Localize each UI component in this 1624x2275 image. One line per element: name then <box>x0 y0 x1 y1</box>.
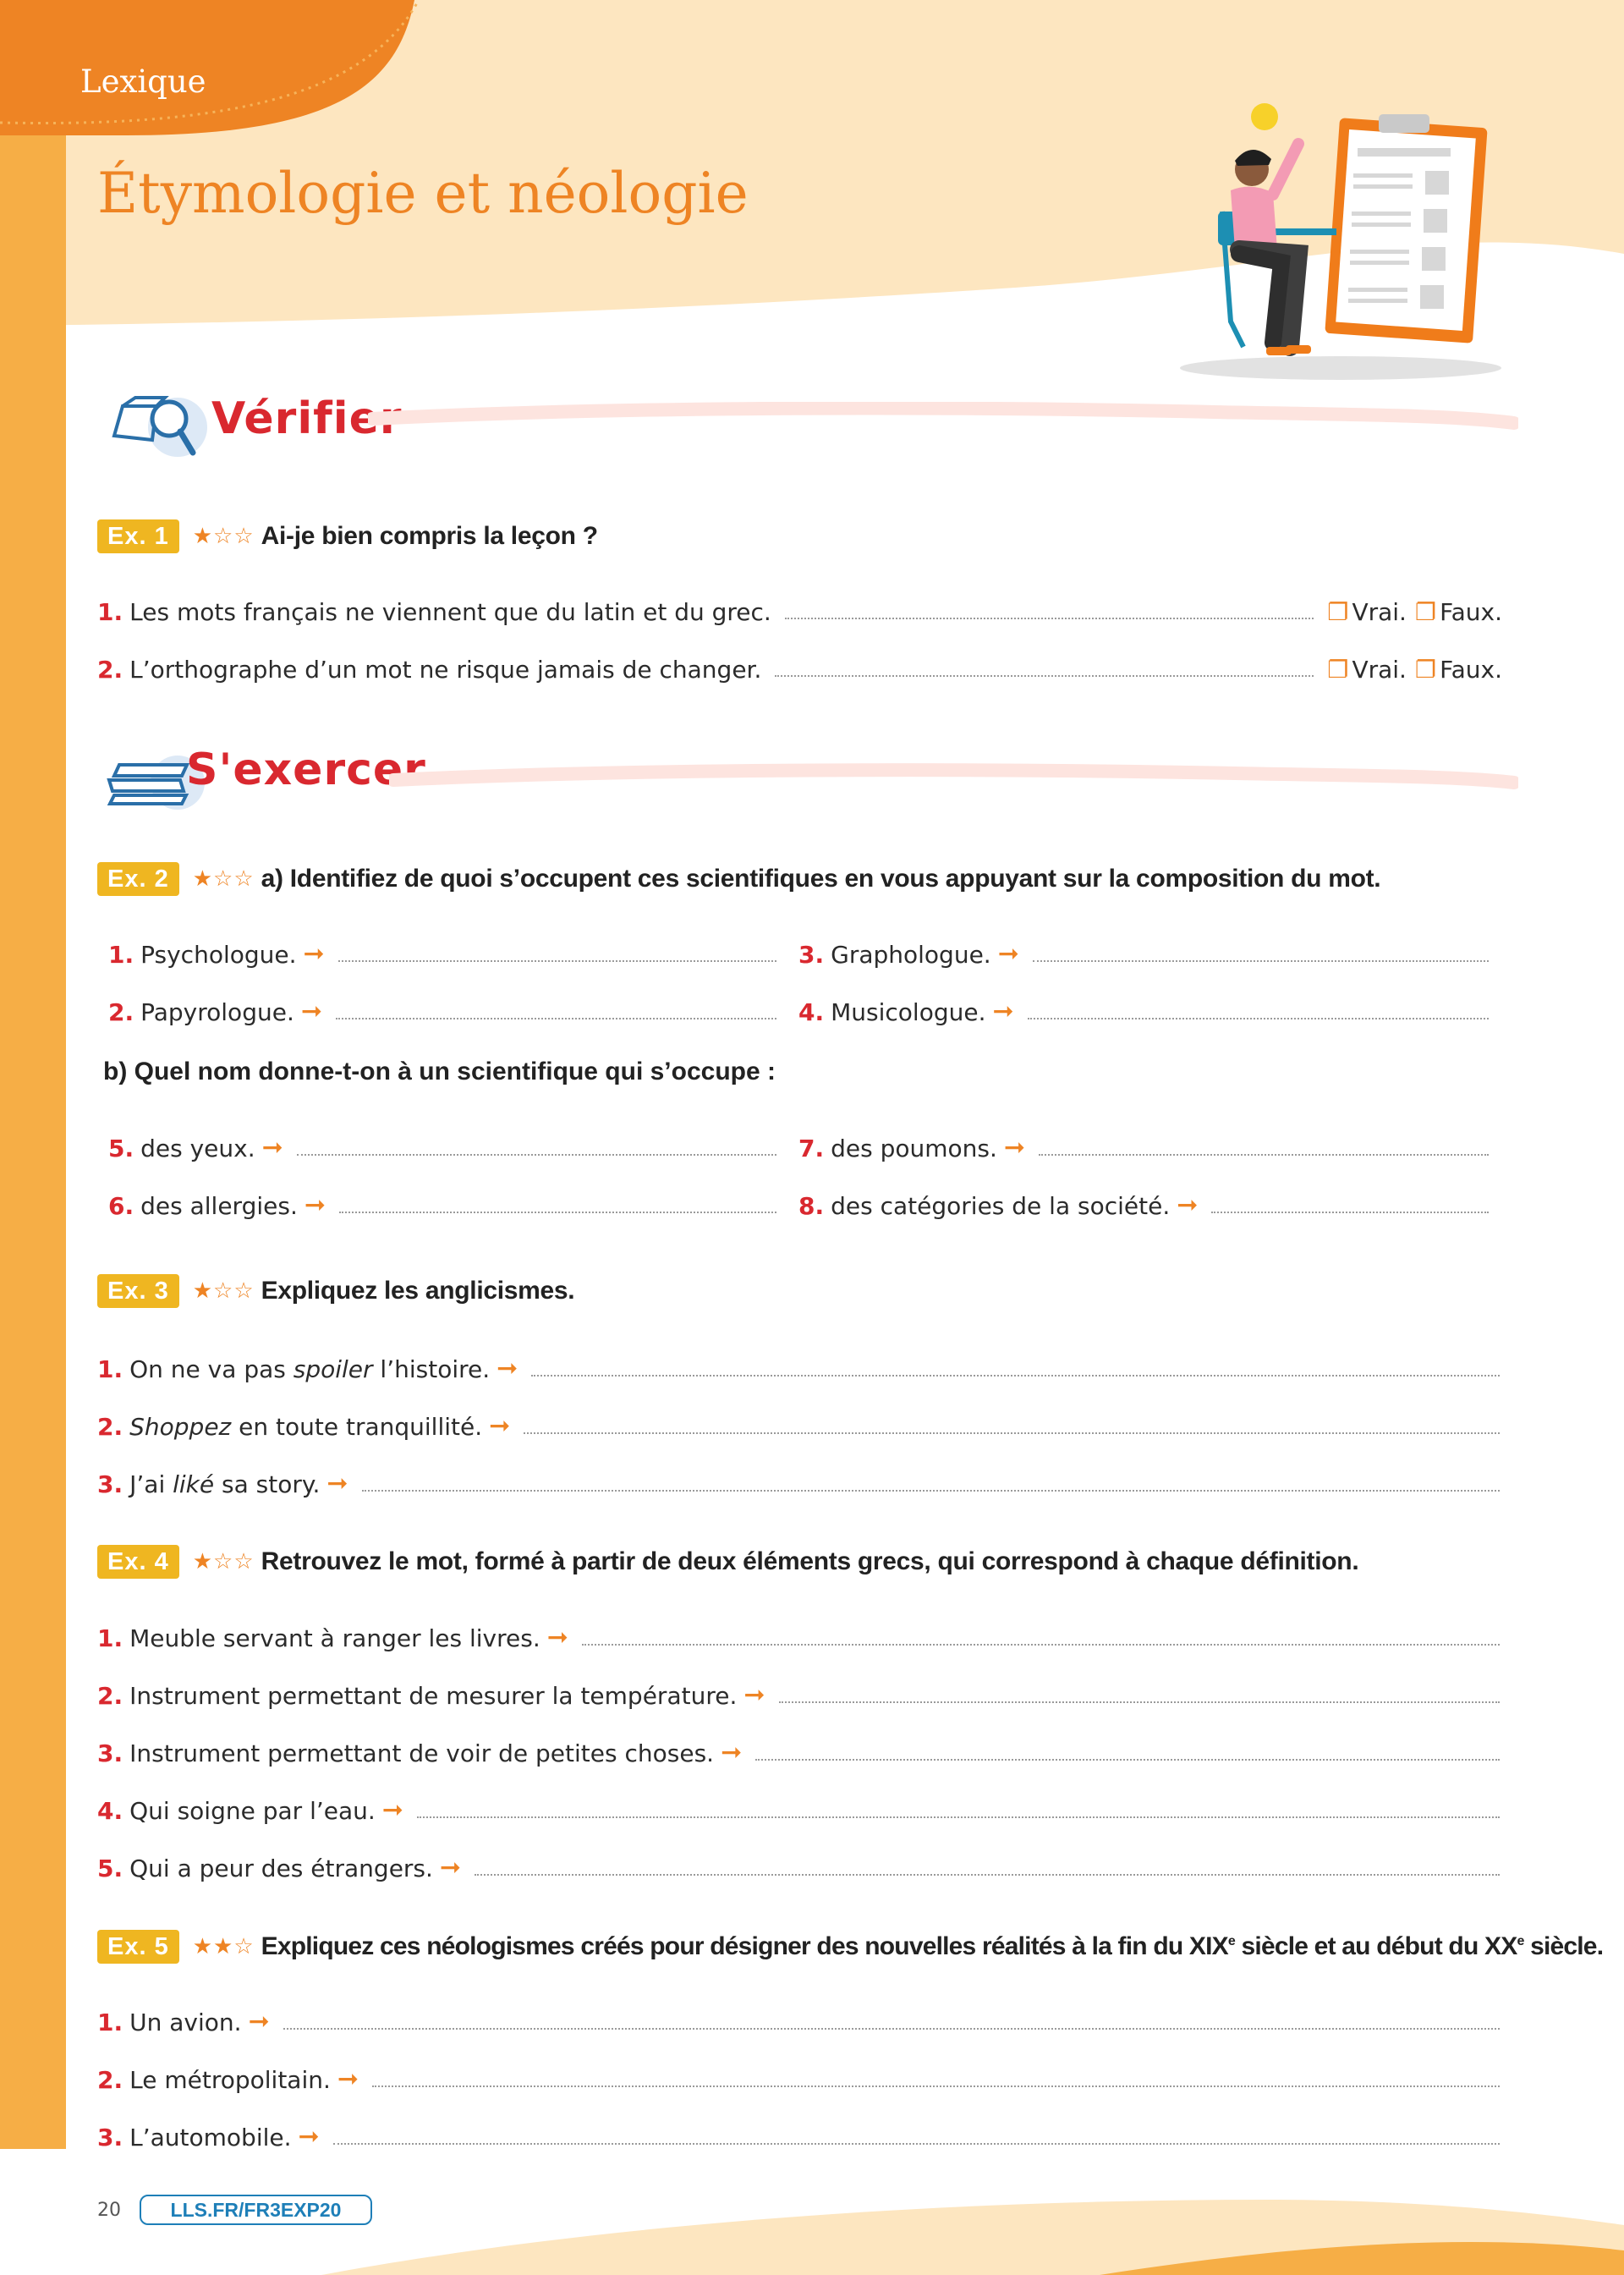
anglicism: spoiler <box>293 1355 373 1383</box>
item-text: Les mots français ne viennent que du latin et du grec. <box>129 598 771 626</box>
answer-line[interactable] <box>779 1701 1501 1703</box>
arrow-icon: ➞ <box>298 2122 320 2151</box>
answer-line[interactable] <box>775 675 1314 677</box>
item-number: 2. <box>97 1413 123 1441</box>
item-text: sa story. <box>214 1470 321 1498</box>
section-verifier <box>97 372 1518 465</box>
answer-line[interactable] <box>333 2143 1500 2145</box>
answer-line[interactable] <box>362 1490 1501 1492</box>
section-title-verifier: Vérifier <box>211 393 403 444</box>
answer-line[interactable] <box>755 1759 1500 1761</box>
item-number: 3. <box>97 1470 123 1498</box>
item-number: 2. <box>108 998 134 1026</box>
ex3-item-2 <box>97 1407 1500 1441</box>
section-title-sexercer: S'exercer <box>186 745 426 795</box>
item-number: 1. <box>97 1355 123 1383</box>
answer-line[interactable] <box>582 1644 1500 1646</box>
ex2-item-4 <box>798 992 1489 1026</box>
item-number: 8. <box>798 1192 825 1220</box>
ex4-item-1 <box>97 1618 1500 1652</box>
ex1-item-2 <box>97 650 1502 684</box>
item-text: Instrument permettant de voir de petites choses. <box>129 1739 715 1767</box>
ex3-title: Expliquez les anglicismes. <box>261 1277 575 1305</box>
ex2-header <box>97 861 1380 897</box>
item-number: 1. <box>108 941 134 969</box>
item-number: 2. <box>97 1682 123 1710</box>
checkbox-icon: ❐ <box>1414 598 1437 626</box>
item-text: L’orthographe d’un mot ne risque jamais de changer. <box>129 656 762 684</box>
arrow-icon: ➞ <box>1003 1133 1026 1162</box>
item-text: Psychologue. <box>140 941 297 969</box>
item-number: 7. <box>798 1135 825 1162</box>
arrow-icon: ➞ <box>721 1738 743 1767</box>
item-number: 2. <box>97 656 123 684</box>
ex2-badge: Ex. 2 <box>97 862 179 896</box>
ex2-subquestion-b: b) Quel nom donne-t-on à un scientifique qui s’occupe : <box>103 1058 776 1085</box>
ex2-item-6 <box>108 1186 776 1220</box>
answer-line[interactable] <box>475 1874 1500 1876</box>
arrow-icon: ➞ <box>300 997 322 1026</box>
ex5-item-1 <box>97 2003 1500 2036</box>
section-sexercer <box>97 728 1518 821</box>
faux-option[interactable] <box>1415 598 1502 626</box>
answer-line[interactable] <box>1211 1212 1489 1213</box>
arrow-icon: ➞ <box>303 939 325 969</box>
answer-line[interactable] <box>283 2028 1500 2030</box>
ex4-title: Retrouvez le mot, formé à partir de deux éléments grecs, qui correspond à chaque définition. <box>261 1547 1359 1575</box>
arrow-icon: ➞ <box>546 1623 568 1652</box>
vrai-option[interactable] <box>1327 656 1407 684</box>
item-number: 2. <box>97 2066 123 2094</box>
arrow-icon: ➞ <box>326 1469 348 1498</box>
book-magnifier-icon <box>106 381 216 465</box>
difficulty-stars: ★☆☆ <box>192 1549 255 1574</box>
difficulty-stars: ★☆☆ <box>192 866 255 892</box>
arrow-icon: ➞ <box>743 1680 765 1710</box>
answer-line[interactable] <box>372 2085 1500 2087</box>
ex3-badge: Ex. 3 <box>97 1274 179 1308</box>
item-number: 4. <box>97 1797 123 1825</box>
arrow-icon: ➞ <box>489 1411 511 1441</box>
item-number: 1. <box>97 2008 123 2036</box>
item-number: 3. <box>97 1739 123 1767</box>
item-number: 6. <box>108 1192 134 1220</box>
item-text: Musicologue. <box>831 998 986 1026</box>
answer-line[interactable] <box>339 1212 776 1213</box>
resource-link[interactable]: LLS.FR/FR3EXP20 <box>140 2195 372 2225</box>
difficulty-stars: ★★☆ <box>192 1934 255 1959</box>
ex5-title <box>261 1932 1604 1961</box>
ex5-title-part: siècle. <box>1523 1932 1604 1960</box>
ex5-badge: Ex. 5 <box>97 1930 179 1964</box>
page-title: Étymologie et néologie <box>97 161 749 226</box>
ex1-header <box>97 519 598 554</box>
item-number: 1. <box>97 598 123 626</box>
answer-line[interactable] <box>1039 1154 1489 1156</box>
answer-line[interactable] <box>524 1432 1500 1434</box>
checkbox-icon: ❐ <box>1327 598 1349 626</box>
ex4-item-3 <box>97 1734 1500 1767</box>
ex1-title: Ai-je bien compris la leçon ? <box>261 522 598 550</box>
item-text: l’histoire. <box>372 1355 491 1383</box>
arrow-icon: ➞ <box>337 2064 359 2094</box>
ex2-item-7 <box>798 1129 1489 1162</box>
item-number: 1. <box>97 1624 123 1652</box>
arrow-icon: ➞ <box>992 997 1014 1026</box>
ex2-item-8 <box>798 1186 1489 1220</box>
item-text: des poumons. <box>831 1135 997 1162</box>
item-number: 3. <box>97 2124 123 2151</box>
ex2-item-5 <box>108 1129 776 1162</box>
answer-line[interactable] <box>1028 1018 1489 1019</box>
ex1-badge: Ex. 1 <box>97 519 179 553</box>
anglicism: liké <box>173 1470 215 1498</box>
item-text: Instrument permettant de mesurer la température. <box>129 1682 738 1710</box>
arrow-icon: ➞ <box>261 1133 283 1162</box>
answer-line[interactable] <box>1033 960 1489 962</box>
item-number: 3. <box>798 941 825 969</box>
vrai-option[interactable] <box>1327 598 1407 626</box>
arrow-icon: ➞ <box>248 2007 270 2036</box>
item-number: 4. <box>798 998 825 1026</box>
ex2-item-2 <box>108 992 776 1026</box>
arrow-icon: ➞ <box>1177 1190 1199 1220</box>
section-label: Lexique <box>80 63 206 100</box>
faux-label: Faux. <box>1440 656 1502 684</box>
item-number: 5. <box>108 1135 134 1162</box>
faux-label: Faux. <box>1440 598 1502 626</box>
arrow-icon: ➞ <box>497 1354 518 1383</box>
ex2-item-3 <box>798 935 1489 969</box>
page-number: 20 <box>97 2200 121 2221</box>
ex5-item-2 <box>97 2060 1500 2094</box>
item-text: Papyrologue. <box>140 998 294 1026</box>
arrow-icon: ➞ <box>997 939 1019 969</box>
answer-line[interactable] <box>297 1154 776 1156</box>
ex2-item-1 <box>108 935 776 969</box>
ex5-header <box>97 1929 1603 1965</box>
ex3-item-3 <box>97 1464 1500 1498</box>
item-text: Qui a peur des étrangers. <box>129 1855 433 1882</box>
ex1-item-1 <box>97 592 1502 626</box>
item-text: L’automobile. <box>129 2124 292 2151</box>
superscript: e <box>1517 1934 1524 1948</box>
answer-line[interactable] <box>531 1375 1500 1377</box>
item-text: Le métropolitain. <box>129 2066 331 2094</box>
ex4-item-2 <box>97 1676 1500 1710</box>
arrow-icon: ➞ <box>439 1853 462 1882</box>
ex2-title: a) Identifiez de quoi s’occupent ces scientifiques en vous appuyant sur la composition du mot. <box>261 865 1381 893</box>
item-text: J’ai <box>129 1470 173 1498</box>
section-wave <box>389 761 1518 795</box>
item-text: Un avion. <box>129 2008 242 2036</box>
item-number: 5. <box>97 1855 123 1882</box>
item-text: On ne va pas <box>129 1355 294 1383</box>
answer-line[interactable] <box>785 618 1314 619</box>
ex4-item-5 <box>97 1849 1500 1882</box>
checkbox-icon: ❐ <box>1327 656 1349 684</box>
arrow-icon: ➞ <box>304 1190 326 1220</box>
item-text: Graphologue. <box>831 941 991 969</box>
ex3-header <box>97 1273 574 1309</box>
item-text: Meuble servant à ranger les livres. <box>129 1624 540 1652</box>
anglicism: Shoppez <box>129 1413 232 1441</box>
ex3-item-1 <box>97 1349 1500 1383</box>
answer-line[interactable] <box>338 960 776 962</box>
section-wave <box>368 402 1518 436</box>
ex5-title-part: Expliquez ces néologismes créés pour désigner des nouvelles réalités à la fin du XIX <box>261 1932 1228 1960</box>
answer-line[interactable] <box>336 1018 776 1019</box>
vrai-label: Vrai. <box>1352 598 1407 626</box>
item-text: des catégories de la société. <box>831 1192 1171 1220</box>
faux-option[interactable] <box>1415 656 1502 684</box>
item-text: des allergies. <box>140 1192 298 1220</box>
vrai-label: Vrai. <box>1352 656 1407 684</box>
student-clipboard-illustration <box>1171 93 1510 389</box>
difficulty-stars: ★☆☆ <box>192 524 255 549</box>
difficulty-stars: ★☆☆ <box>192 1278 255 1304</box>
ex5-item-3 <box>97 2118 1500 2151</box>
checkbox-icon: ❐ <box>1414 656 1437 684</box>
superscript: e <box>1227 1934 1235 1948</box>
arrow-icon: ➞ <box>381 1795 403 1825</box>
ex4-badge: Ex. 4 <box>97 1545 179 1579</box>
item-text: en toute tranquillité. <box>231 1413 483 1441</box>
answer-line[interactable] <box>417 1816 1500 1818</box>
ex5-title-part: siècle et au début du XX <box>1235 1932 1517 1960</box>
ex4-header <box>97 1544 1358 1580</box>
ex4-item-4 <box>97 1791 1500 1825</box>
item-text: Qui soigne par l’eau. <box>129 1797 376 1825</box>
item-text: des yeux. <box>140 1135 255 1162</box>
